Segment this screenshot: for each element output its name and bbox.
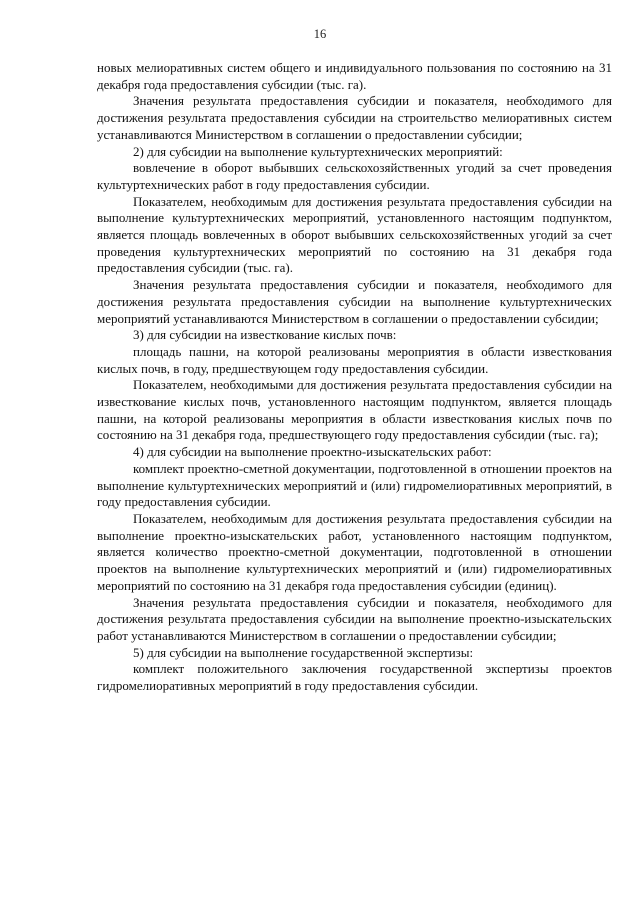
paragraph-continuation: новых мелиоративных систем общего и индивидуального пользования по состоянию на 31 декабря года предоставления субсидии (тыс. га). [97,60,612,92]
paragraph: Значения результата предоставления субсидии и показателя, необходимого для достижения результата предоставления субсидии на выполнение культуртехнических мероприятий устанавливаются Министерством в соглашении о предоставлении субсидии; [97,277,612,326]
document-body [97,60,612,695]
paragraph: вовлечение в оборот выбывших сельскохозяйственных угодий за счет проведения культуртехнических работ в году предоставления субсидии. [97,160,612,192]
paragraph: Показателем, необходимыми для достижения результата предоставления субсидии на известкование кислых почв, установленного настоящим подпунктом, является площадь пашни, на которой реализованы мероприятия в области известкования кислых почв по состоянию на 31 декабря года, предшествующего году предоставления субсидии (тыс. га); [97,377,612,443]
subitem-heading-4: 4) для субсидии на выполнение проектно-изыскательских работ: [133,444,492,460]
paragraph: Показателем, необходимым для достижения результата предоставления субсидии на выполнение проектно-изыскательских работ, установленного настоящим подпунктом, является количество проектно-сметной документации, подготовленной в отношении проектов на выполнение культуртехнических мероприятий и (или) гидромелиоративных мероприятий по состоянию на 31 декабря года предоставления субсидии (единиц). [97,510,612,593]
paragraph: комплект проектно-сметной документации, подготовленной в отношении проектов на выполнение культуртехнических мероприятий и (или) гидромелиоративных мероприятий, в году предоставления субсидии. [97,460,612,510]
subitem-heading-5: 5) для субсидии на выполнение государственной экспертизы: [133,644,474,660]
paragraph: площадь пашни, на которой реализованы мероприятия в области известкования кислых почв, в году, предшествующем году предоставления субсидии. [97,343,612,376]
paragraph: Значения результата предоставления субсидии и показателя, необходимого для достижения результата предоставления субсидии на строительство мелиоративных систем устанавливаются Министерством в соглашении о предоставлении субсидии; [97,93,612,142]
paragraph: Значения результата предоставления субсидии и показателя, необходимого для достижения результата предоставления субсидии на выполнение проектно-изыскательских работ устанавливаются Министерством в соглашении о предоставлении субсидии; [97,594,612,643]
page-number: 16 [313,27,327,41]
subitem-heading-2: 2) для субсидии на выполнение культуртехнических мероприятий: [133,143,503,159]
paragraph: Показателем, необходимым для достижения результата предоставления субсидии на выполнение культуртехнических мероприятий, установленного настоящим подпунктом, является площадь вовлеченных в оборот выбывших сельскохозяйственных угодий за счет проведения культуртехнических мероприятий по состоянию на 31 декабря года предоставления субсидии (тыс. га). [97,193,612,276]
subitem-heading-3: 3) для субсидии на известкование кислых почв: [133,327,397,343]
paragraph: комплект положительного заключения государственной экспертизы проектов гидромелиоративных мероприятий в году предоставления субсидии. [97,661,612,694]
